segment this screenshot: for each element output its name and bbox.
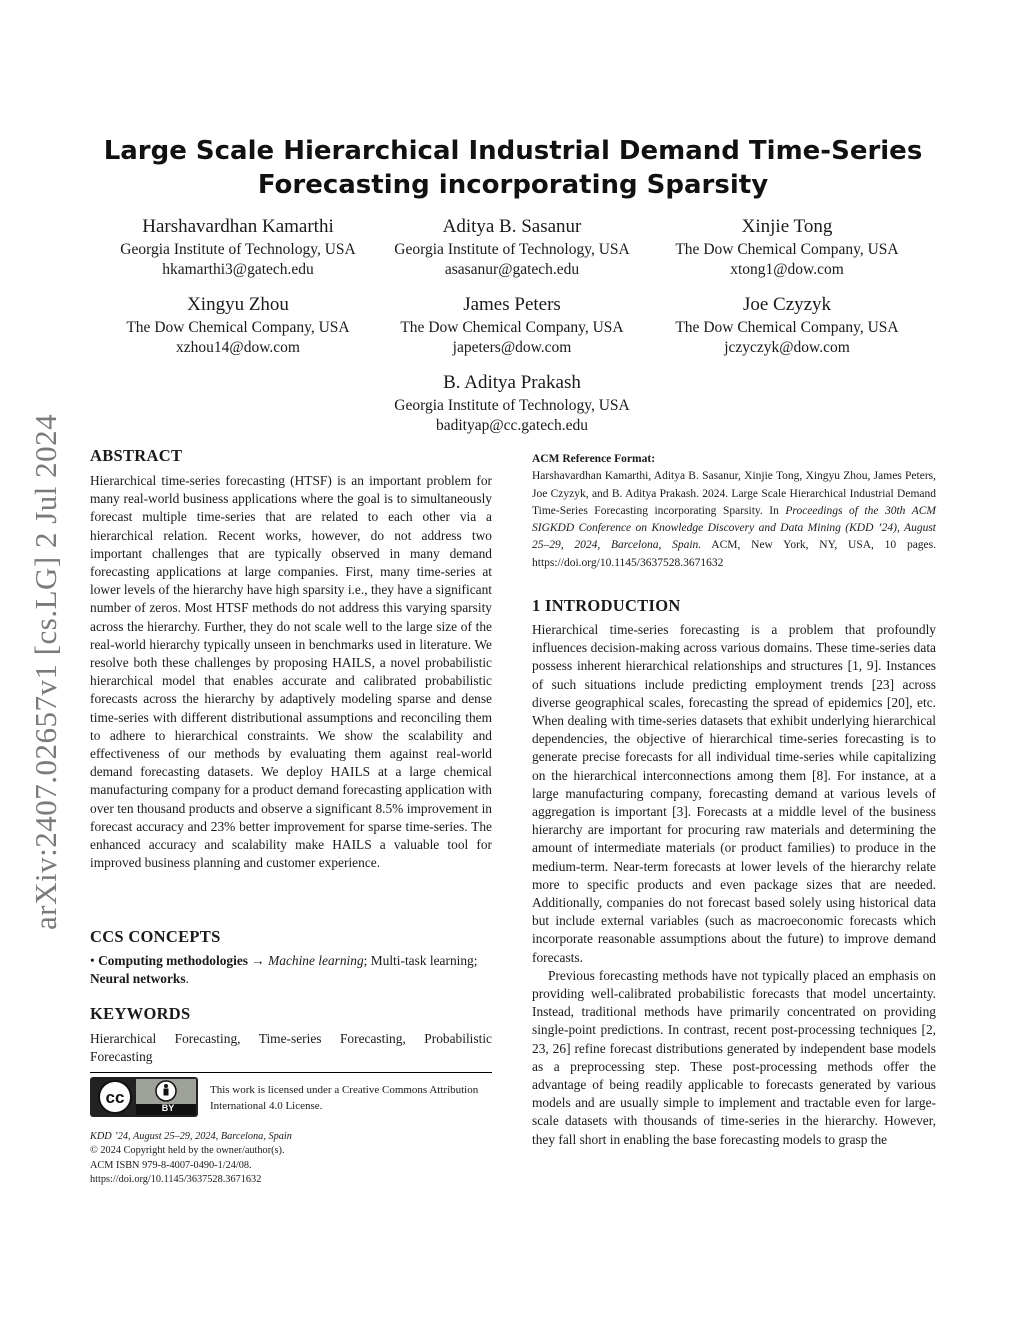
ccs-text: . <box>185 971 189 987</box>
svg-text:cc: cc <box>105 1088 125 1107</box>
author-name: Xingyu Zhou <box>187 294 289 315</box>
ccs-term: Neural networks <box>90 971 186 987</box>
author-affiliation: Georgia Institute of Technology, USA <box>394 397 630 414</box>
author-block <box>362 214 662 280</box>
author-name: Xinjie Tong <box>741 216 833 237</box>
author-email[interactable]: xzhou14@dow.com <box>176 339 300 356</box>
introduction-body <box>532 621 936 1149</box>
author-affiliation: The Dow Chemical Company, USA <box>400 319 624 336</box>
author-affiliation: Georgia Institute of Technology, USA <box>394 241 630 258</box>
author-email[interactable]: japeters@dow.com <box>452 339 572 356</box>
abstract-heading: ABSTRACT <box>90 446 183 465</box>
cc-badge-label: BY <box>161 1103 175 1113</box>
divider <box>90 1072 492 1073</box>
author-email[interactable]: asasanur@gatech.edu <box>444 261 580 278</box>
abstract-text: Hierarchical time-series forecasting (HTSF) is an important problem for many real-world business applications where the goal is to simultaneously forecast multiple time-series that are related to each other via a hierarchical relation. Recent works, however, do not address two important challenges that are typically observed in many demand forecasting applications at large companies. First, many time-series at lower levels of the hierarchy have high sparsity i.e., they have a significant number of zeros. Most HTSF methods do not address this varying sparsity across the hierarchy. Further, they do not scale well to the large size of the real-world hierarchy typically unseen in benchmarks used in literature. We resolve both these challenges by proposing HAILS, a novel probabilistic hierarchical model that enables accurate and calibrated probabilistic forecasts across the hierarchy by adaptively modeling sparse and dense time-series with different distributional assumptions and reconciling them to adhere to hierarchical constraints. We show the scalability and effectiveness of our methods by evaluating them against real-world demand forecasting datasets. We deploy HAILS at a large chemical manufacturing company for a product demand forecasting application with over ten thousand products and observe a significant 8.5% improvement in forecast accuracy and 23% better improvement for sparse time-series. The enhanced accuracy and scalability make HAILS a valuable tool for improved business planning and customer experience. <box>90 473 492 871</box>
footnote-copyright: © 2024 Copyright held by the owner/author(s). <box>90 1145 285 1157</box>
author-affiliation: The Dow Chemical Company, USA <box>675 241 899 258</box>
keywords-heading: KEYWORDS <box>90 1004 191 1023</box>
author-name: B. Aditya Prakash <box>443 372 581 393</box>
ccs-arrow: → <box>251 953 265 968</box>
footnote <box>90 1130 390 1188</box>
cc-by-badge[interactable] <box>90 1077 198 1117</box>
author-block <box>637 214 937 280</box>
author-email[interactable]: hkamarthi3@gatech.edu <box>162 261 314 278</box>
author-affiliation: Georgia Institute of Technology, USA <box>120 241 356 258</box>
author-name: Aditya B. Sasanur <box>442 216 582 237</box>
author-email[interactable]: badityap@cc.gatech.edu <box>436 417 588 434</box>
paper-title: Large Scale Hierarchical Industrial Demand Time-Series Forecasting incorporating Sparsity <box>103 136 923 200</box>
author-block <box>362 292 662 358</box>
license-text: This work is licensed under a Creative Commons Attribution International 4.0 License. <box>210 1084 479 1112</box>
acm-reference-text: Harshavardhan Kamarthi, Aditya B. Sasanur, Xinjie Tong, Xingyu Zhou, James Peters, Joe Czyzyk, and B. Aditya Prakash. 2024. Large Scale Hierarchical Industrial Demand Time-Series Forecasting incorporating Sparsity. In Proceedings of the 30th ACM SIGKDD Conference on Knowledge Discovery and Data Mining (KDD ’24), August 25–29, 2024, Barcelona, Spain. ACM, New York, NY, USA, 10 pages. https://doi.org/10.1145/3637528.3671632 <box>532 470 936 569</box>
footnote-isbn: ACM ISBN 979-8-4007-0490-1/24/08. <box>90 1159 252 1171</box>
author-affiliation: The Dow Chemical Company, USA <box>675 319 899 336</box>
acm-reference-heading: ACM Reference Format: <box>532 453 656 465</box>
arxiv-stamp: arXiv:2407.02657v1 [cs.LG] 2 Jul 2024 <box>28 413 63 930</box>
author-name: James Peters <box>463 294 561 315</box>
abstract-body <box>90 472 492 872</box>
keywords-text: Hierarchical Forecasting, Time-series Forecasting, Probabilistic Forecasting <box>90 1031 492 1065</box>
ccs-term: Machine learning <box>268 953 364 968</box>
author-name: Harshavardhan Kamarthi <box>142 216 334 237</box>
author-block <box>88 214 388 280</box>
keywords-body <box>90 1030 492 1066</box>
author-email[interactable]: jczyczyk@dow.com <box>724 339 850 356</box>
author-email[interactable]: xtong1@dow.com <box>730 261 844 278</box>
acm-reference <box>532 450 936 572</box>
author-affiliation: The Dow Chemical Company, USA <box>126 319 350 336</box>
author-block <box>88 292 388 358</box>
ccs-heading: CCS CONCEPTS <box>90 927 221 946</box>
author-block <box>362 370 662 436</box>
author-block <box>637 292 937 358</box>
ccs-text: ; Multi-task learning; <box>363 953 478 968</box>
ccs-concepts <box>90 952 492 988</box>
ccs-term: Computing methodologies <box>98 953 248 968</box>
footnote-venue: KDD ’24, August 25–29, 2024, Barcelona, Spain <box>90 1131 292 1142</box>
introduction-heading: 1 INTRODUCTION <box>532 596 681 615</box>
ccs-bullet: • <box>90 953 95 968</box>
paragraph: Hierarchical time-series forecasting is a problem that profoundly influences decision-making across various domains. These time-series data possess inherent hierarchical relationships and structures [1, 9]. Instances of such situations include predicting employment trends [23] across diverse geographical scales, forecasting the spread of epidemics [20], etc. When dealing with time-series datasets that exhibit underlying hierarchical dependencies, the objective of hierarchical time-series forecasting is to generate precise forecasts for all individual time-series while capitalizing on the hierarchical interconnections among them [8]. For instance, at a large manufacturing company, forecasting demand at various levels of aggregation is important [3]. Forecasts at a middle level of the business hierarchy are important for procuring raw materials and determining the amount of intermediate materials (or product families) to produce in the medium-term. Near-term forecasts at lower levels of the hierarchy relate more to specific products and even package sizes that are needed. Additionally, companies do not forecast based solely using historical data but include external variables (such as macroeconomic forecasts which incorporate reasonable assumptions about the future) to improve demand forecasts. <box>532 622 936 965</box>
author-name: Joe Czyzyk <box>742 294 832 315</box>
footnote-doi[interactable]: https://doi.org/10.1145/3637528.3671632 <box>90 1174 262 1186</box>
paragraph: Previous forecasting methods have not typically placed an emphasis on providing well-calibrated probabilistic forecasts that model uncertainty. Instead, traditional methods have primarily concentrated on providing single-point predictions. In contrast, recent post-processing techniques [2, 23, 26] refine forecast distributions generated by independent base models as a preprocessing step. These post-processing methods offer the advantage of being readily applicable to forecasts generated by various models and are usually simple to implement and tractable even for large-scale datasets with thousands of time-series in the hierarchy. However, they fall short in enabling the base forecasting models to grasp the <box>532 967 936 1147</box>
